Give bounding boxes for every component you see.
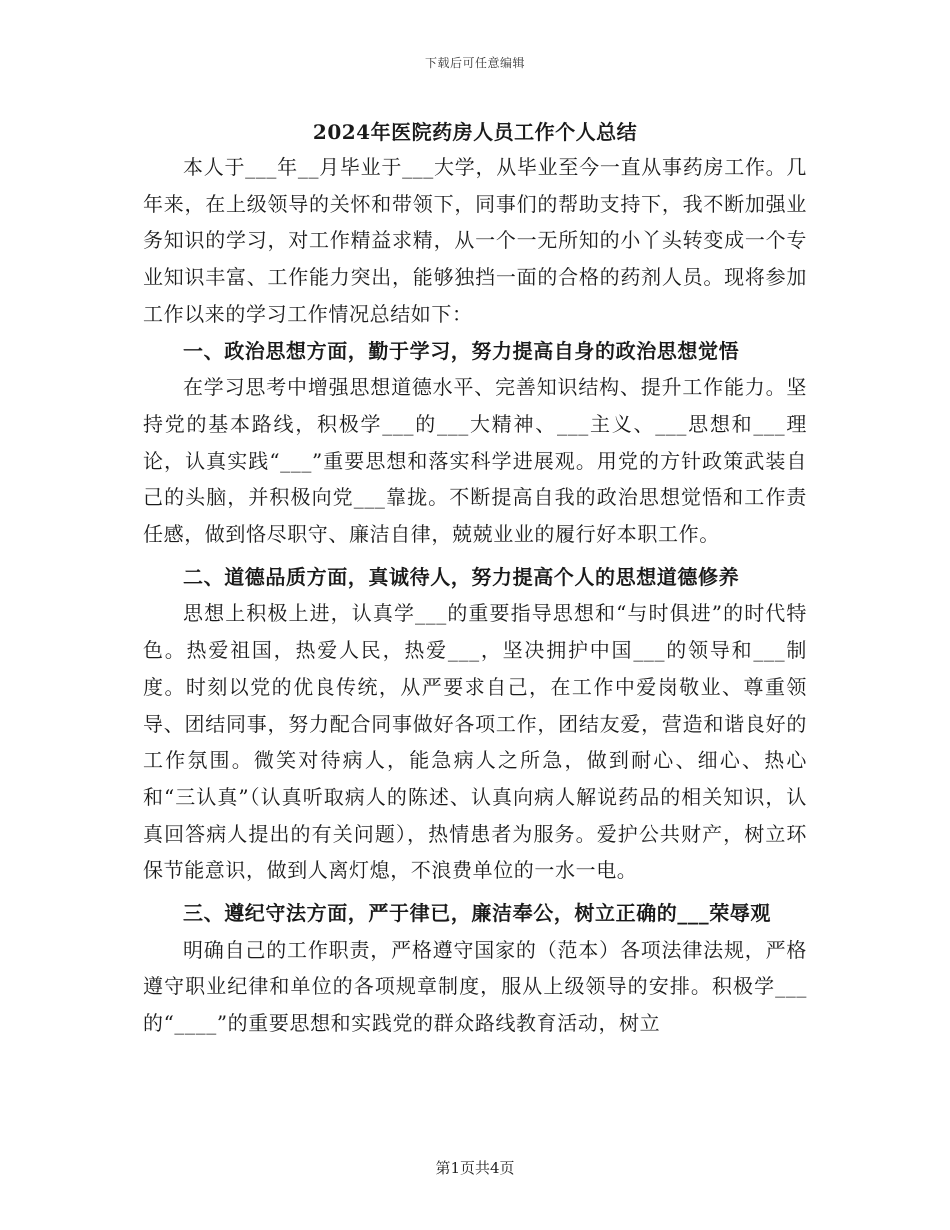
- section-heading-moral: 二、道德品质方面，真诚待人，努力提高个人的思想道德修养: [183, 564, 740, 589]
- paragraph-intro: 本人于___年__月毕业于___大学，从毕业至今一直从事药房工作。几年来，在上级领导的关怀和带领下，同事们的帮助支持下，我不断加强业务知识的学习，对工作精益求精，从一个一无所知的小丫头转变成一个专业知识丰富、工作能力突出，能够独挡一面的合格的药剂人员。现将参加工作以来的学习工作情况总结如下：: [143, 155, 807, 326]
- paragraph-political: 在学习思考中增强思想道德水平、完善知识结构、提升工作能力。坚持党的基本路线，积极学___的___大精神、___主义、___思想和___理论，认真实践“___”重要思想和落实科学进展观。用党的方针政策武装自己的头脑，并积极向党___靠拢。不断提高自我的政治思想觉悟和工作责任感，做到恪尽职守、廉洁自律，兢兢业业的履行好本职工作。: [143, 375, 807, 547]
- page-header-note: 下载后可任意编辑: [424, 56, 525, 70]
- section-heading-political: 一、政治思想方面，勤于学习，努力提高自身的政治思想觉悟: [183, 338, 740, 363]
- document-title: 2024年医院药房人员工作个人总结: [312, 120, 638, 144]
- paragraph-moral: 思想上积极上进，认真学___的重要指导思想和“与时俱进”的时代特色。热爱祖国，热爱人民，热爱___，坚决拥护中国___的领导和___制度。时刻以党的优良传统，从严要求自己，在工作中爱岗敬业、尊重领导、团结同事，努力配合同事做好各项工作，团结友爱，营造和谐良好的工作氛围。微笑对待病人，能急病人之所急，做到耐心、细心、热心和“三认真”（认真听取病人的陈述、认真向病人解说药品的相关知识，认真回答病人提出的有关问题），热情患者为服务。爱护公共财产，树立环保节能意识，做到人离灯熄，不浪费单位的一水一电。: [143, 601, 807, 883]
- section-heading-discipline: 三、遵纪守法方面，严于律已，廉洁奉公，树立正确的___荣辱观: [183, 901, 771, 926]
- page-number: 第1页共4页: [435, 1159, 515, 1177]
- paragraph-discipline: 明确自己的工作职责，严格遵守国家的（范本）各项法律法规，严格遵守职业纪律和单位的各项规章制度，服从上级领导的安排。积极学___的“____”的重要思想和实践党的群众路线教育活动，树立: [143, 937, 807, 1036]
- document-body: [143, 149, 807, 1042]
